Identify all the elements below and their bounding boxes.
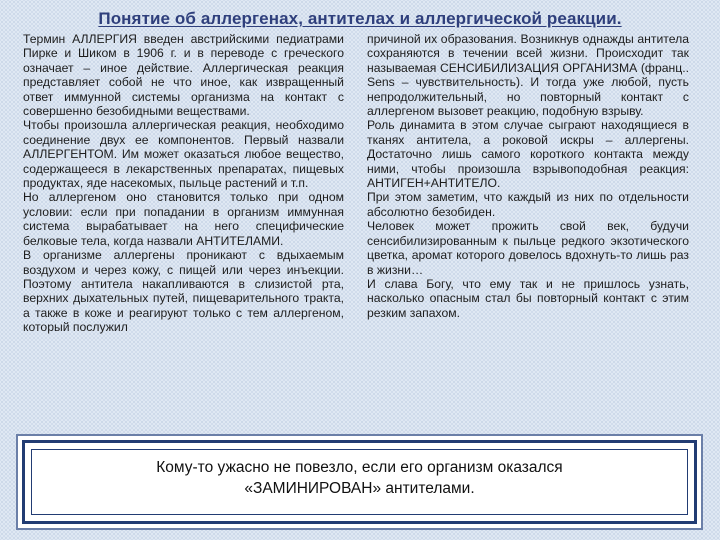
- left-paragraph: Чтобы произошла аллергическая реакция, необходимо соединение двух ее компонентов. Первый назвали АЛЛЕРГЕНТОМ. Им может оказаться любое вещество, содержащееся в лекарственных препаратах, пищевых продуктах, яде насекомых, пыльце растений и т.п.: [23, 118, 344, 191]
- right-paragraph: При этом заметим, что каждый из них по отдельности абсолютно безобиден.: [367, 190, 689, 219]
- callout-text: [45, 457, 674, 499]
- right-paragraph: причиной их образования. Возникнув однажды антитела сохраняются в течении всей жизни. Происходит так называемая СЕНСИБИЛИЗАЦИЯ ОРГАНИЗМА (франц.. Sens – чувствительность). И тогда уже любой, пусть непродолжительный, но повторный контакт с аллергеном вызовет реакцию, подобную взрыву.: [367, 32, 689, 119]
- callout-line: «ЗАМИНИРОВАН» антителами.: [244, 480, 475, 497]
- slide-title-text: Понятие об аллергенах, антителах и аллергической реакции.: [98, 9, 622, 28]
- right-paragraph: Роль динамита в этом случае сыграют находящиеся в тканях антитела, а роковой искры – аллергены. Достаточно лишь самого короткого контакта между ними, чтобы произошла взрывоподобная реакция: АНТИГЕН+АНТИТЕЛО.: [367, 118, 689, 191]
- slide-title: [0, 9, 720, 29]
- callout-line: Кому-то ужасно не повезло, если его организм оказался: [156, 459, 563, 476]
- right-text-column: [367, 32, 689, 320]
- right-paragraph: Человек может прожить свой век, будучи сенсибилизированным к пыльце редкого экзотического цветка, аромат которого довелось вдохнуть-то лишь раз в жизни…: [367, 219, 689, 277]
- left-paragraph: В организме аллергены проникают с вдыхаемым воздухом и через кожу, с пищей или через инъекции. Поэтому антитела накапливаются в слизистой рта, верхних дыхательных путей, пищеварительного тракта, а также в коже и реагируют только с тем аллергеном, который послужил: [23, 248, 344, 335]
- right-paragraph: И слава Богу, что ему так и не пришлось узнать, насколько опасным стал бы повторный контакт с этим резким запахом.: [367, 276, 689, 320]
- left-text-column: [23, 32, 344, 335]
- left-paragraph: Но аллергеном оно становится только при одном условии: если при попадании в организм иммунная система вырабатывает на него специфические белковые тела, когда назвали АНТИТЕЛАМИ.: [23, 190, 344, 248]
- callout-box: [22, 440, 697, 524]
- left-paragraph: Термин АЛЛЕРГИЯ введен австрийскими педиатрами Пирке и Шиком в 1906 г. и в переводе с греческого означает – иное действие. Аллергическая реакция представляет собой не что иное, как извращенный ответ иммунной системы организма на контакт с совершенно безобидными веществами.: [23, 32, 344, 119]
